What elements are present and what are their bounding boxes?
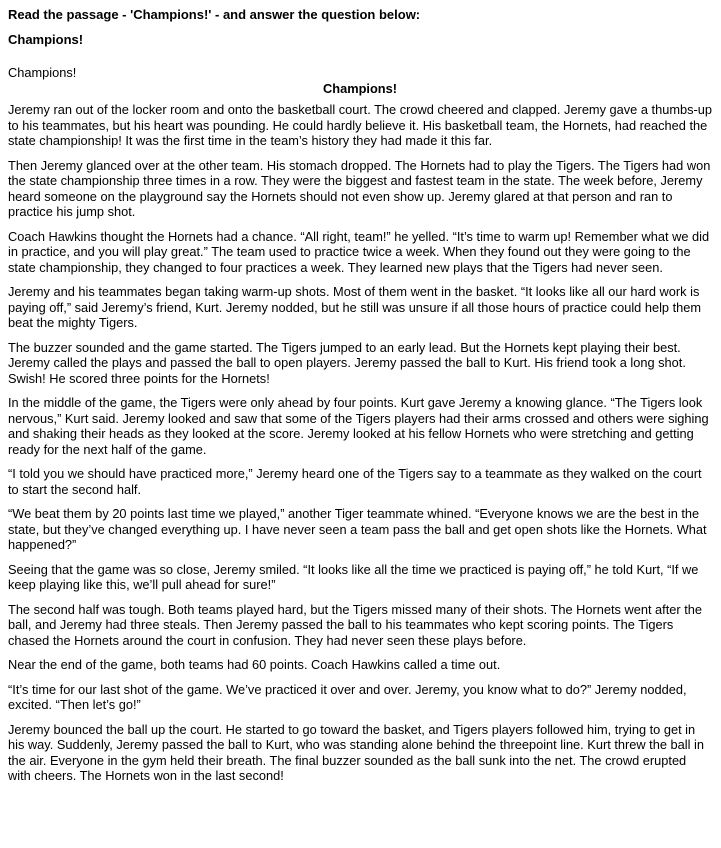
passage-title: Champions! — [323, 80, 397, 96]
passage-paragraph: “We beat them by 20 points last time we played,” another Tiger teammate whined. “Everyone knows we are the best in the state, but they’ve changed everything up. I have never seen a team pass the ball and get open shots like the Hornets. What happened?” — [8, 506, 707, 552]
passage-paragraph: Jeremy ran out of the locker room and onto the basketball court. The crowd cheered and clapped. Jeremy gave a thumbs-up to his teammates, but his heart was pounding. He could hardly believe it. His basketball team, the Hornets, had reached the state championship! It was the first time in the team’s history they had made it this far. — [8, 102, 712, 148]
passage-paragraph: The second half was tough. Both teams played hard, but the Tigers missed many of their shots. The Hornets went after the ball, and Jeremy had three steals. Then Jeremy passed the ball to his teammates who kept scoring points. The Tigers chased the Hornets around the court in confusion. They had never seen these plays before. — [8, 601, 703, 648]
passage-body — [8, 65, 712, 784]
instruction-text: Read the passage - 'Champions!' - and answer the question below: — [8, 7, 421, 22]
passage-paragraph: “It’s time for our last shot of the game. We’ve practiced it over and over. Jeremy, you know what to do?” Jeremy nodded, excited. “Then let’s go!” — [8, 681, 687, 712]
passage-paragraph: Coach Hawkins thought the Hornets had a chance. “All right, team!” he yelled. “It’s time to warm up! Remember what we did in practice, and you will play great.” The team used to practice twice a week. When they found out they were going to the state championship, they changed to four practices a week. They learned new plays that the Tigers had never seen. — [8, 228, 710, 275]
passage-paragraph: Jeremy bounced the ball up the court. He started to go toward the basket, and Tigers players followed him, trying to get in his way. Suddenly, Jeremy passed the ball to Kurt, who was standing alone behind the threepoint line. Kurt threw the ball in the air. Everyone in the gym held their breath. The final buzzer sounded as the ball sunk into the net. The crowd erupted with cheers. The Hornets won in the last second! — [8, 721, 704, 783]
passage-paragraph: “I told you we should have practiced more,” Jeremy heard one of the Tigers say to a teammate as they walked on the court to start the second half. — [8, 466, 702, 497]
passage-paragraph: Jeremy and his teammates began taking warm-up shots. Most of them went in the basket. “It looks like all our hard work is paying off,” said Jeremy’s friend, Kurt. Jeremy nodded, but he still was unsure if all those hours of practice could help them beat the mighty Tigers. — [8, 284, 702, 330]
passage-paragraph: The buzzer sounded and the game started. The Tigers jumped to an early lead. But the Hornets kept playing their best. Jeremy called the plays and passed the ball to open players. Jeremy passed the ball to Kurt. His friend took a long shot. Swish! He scored three points for the Hornets! — [8, 339, 686, 386]
passage-paragraph: Seeing that the game was so close, Jeremy smiled. “It looks like all the time we practiced is paying off,” he told Kurt, “If we keep playing like this, we’ll pull ahead for sure!” — [8, 561, 699, 592]
passage-plain-title: Champions! — [8, 65, 77, 80]
passage-paragraph: Then Jeremy glanced over at the other team. His stomach dropped. The Hornets had to play the Tigers. The Tigers had won the state championship three times in a row. They were the biggest and fastest team in the state. The week before, Jeremy heard someone on the playground say the Hornets should not even show up. Jeremy glared at that person and ran to practice his jump shot. — [8, 157, 711, 219]
passage-paragraph: Near the end of the game, both teams had 60 points. Coach Hawkins called a time out. — [8, 657, 501, 672]
passage-heading: Champions! — [8, 32, 84, 47]
passage-paragraph: In the middle of the game, the Tigers were only ahead by four points. Kurt gave Jeremy a knowing glance. “The Tigers look nervous,” Kurt said. Jeremy looked and saw that some of the Tigers players had their arms crossed and others were sighing and shaking their heads as they looked at the score. Jeremy looked at his fellow Hornets who were stretching and getting ready for the next half of the game. — [8, 395, 709, 457]
